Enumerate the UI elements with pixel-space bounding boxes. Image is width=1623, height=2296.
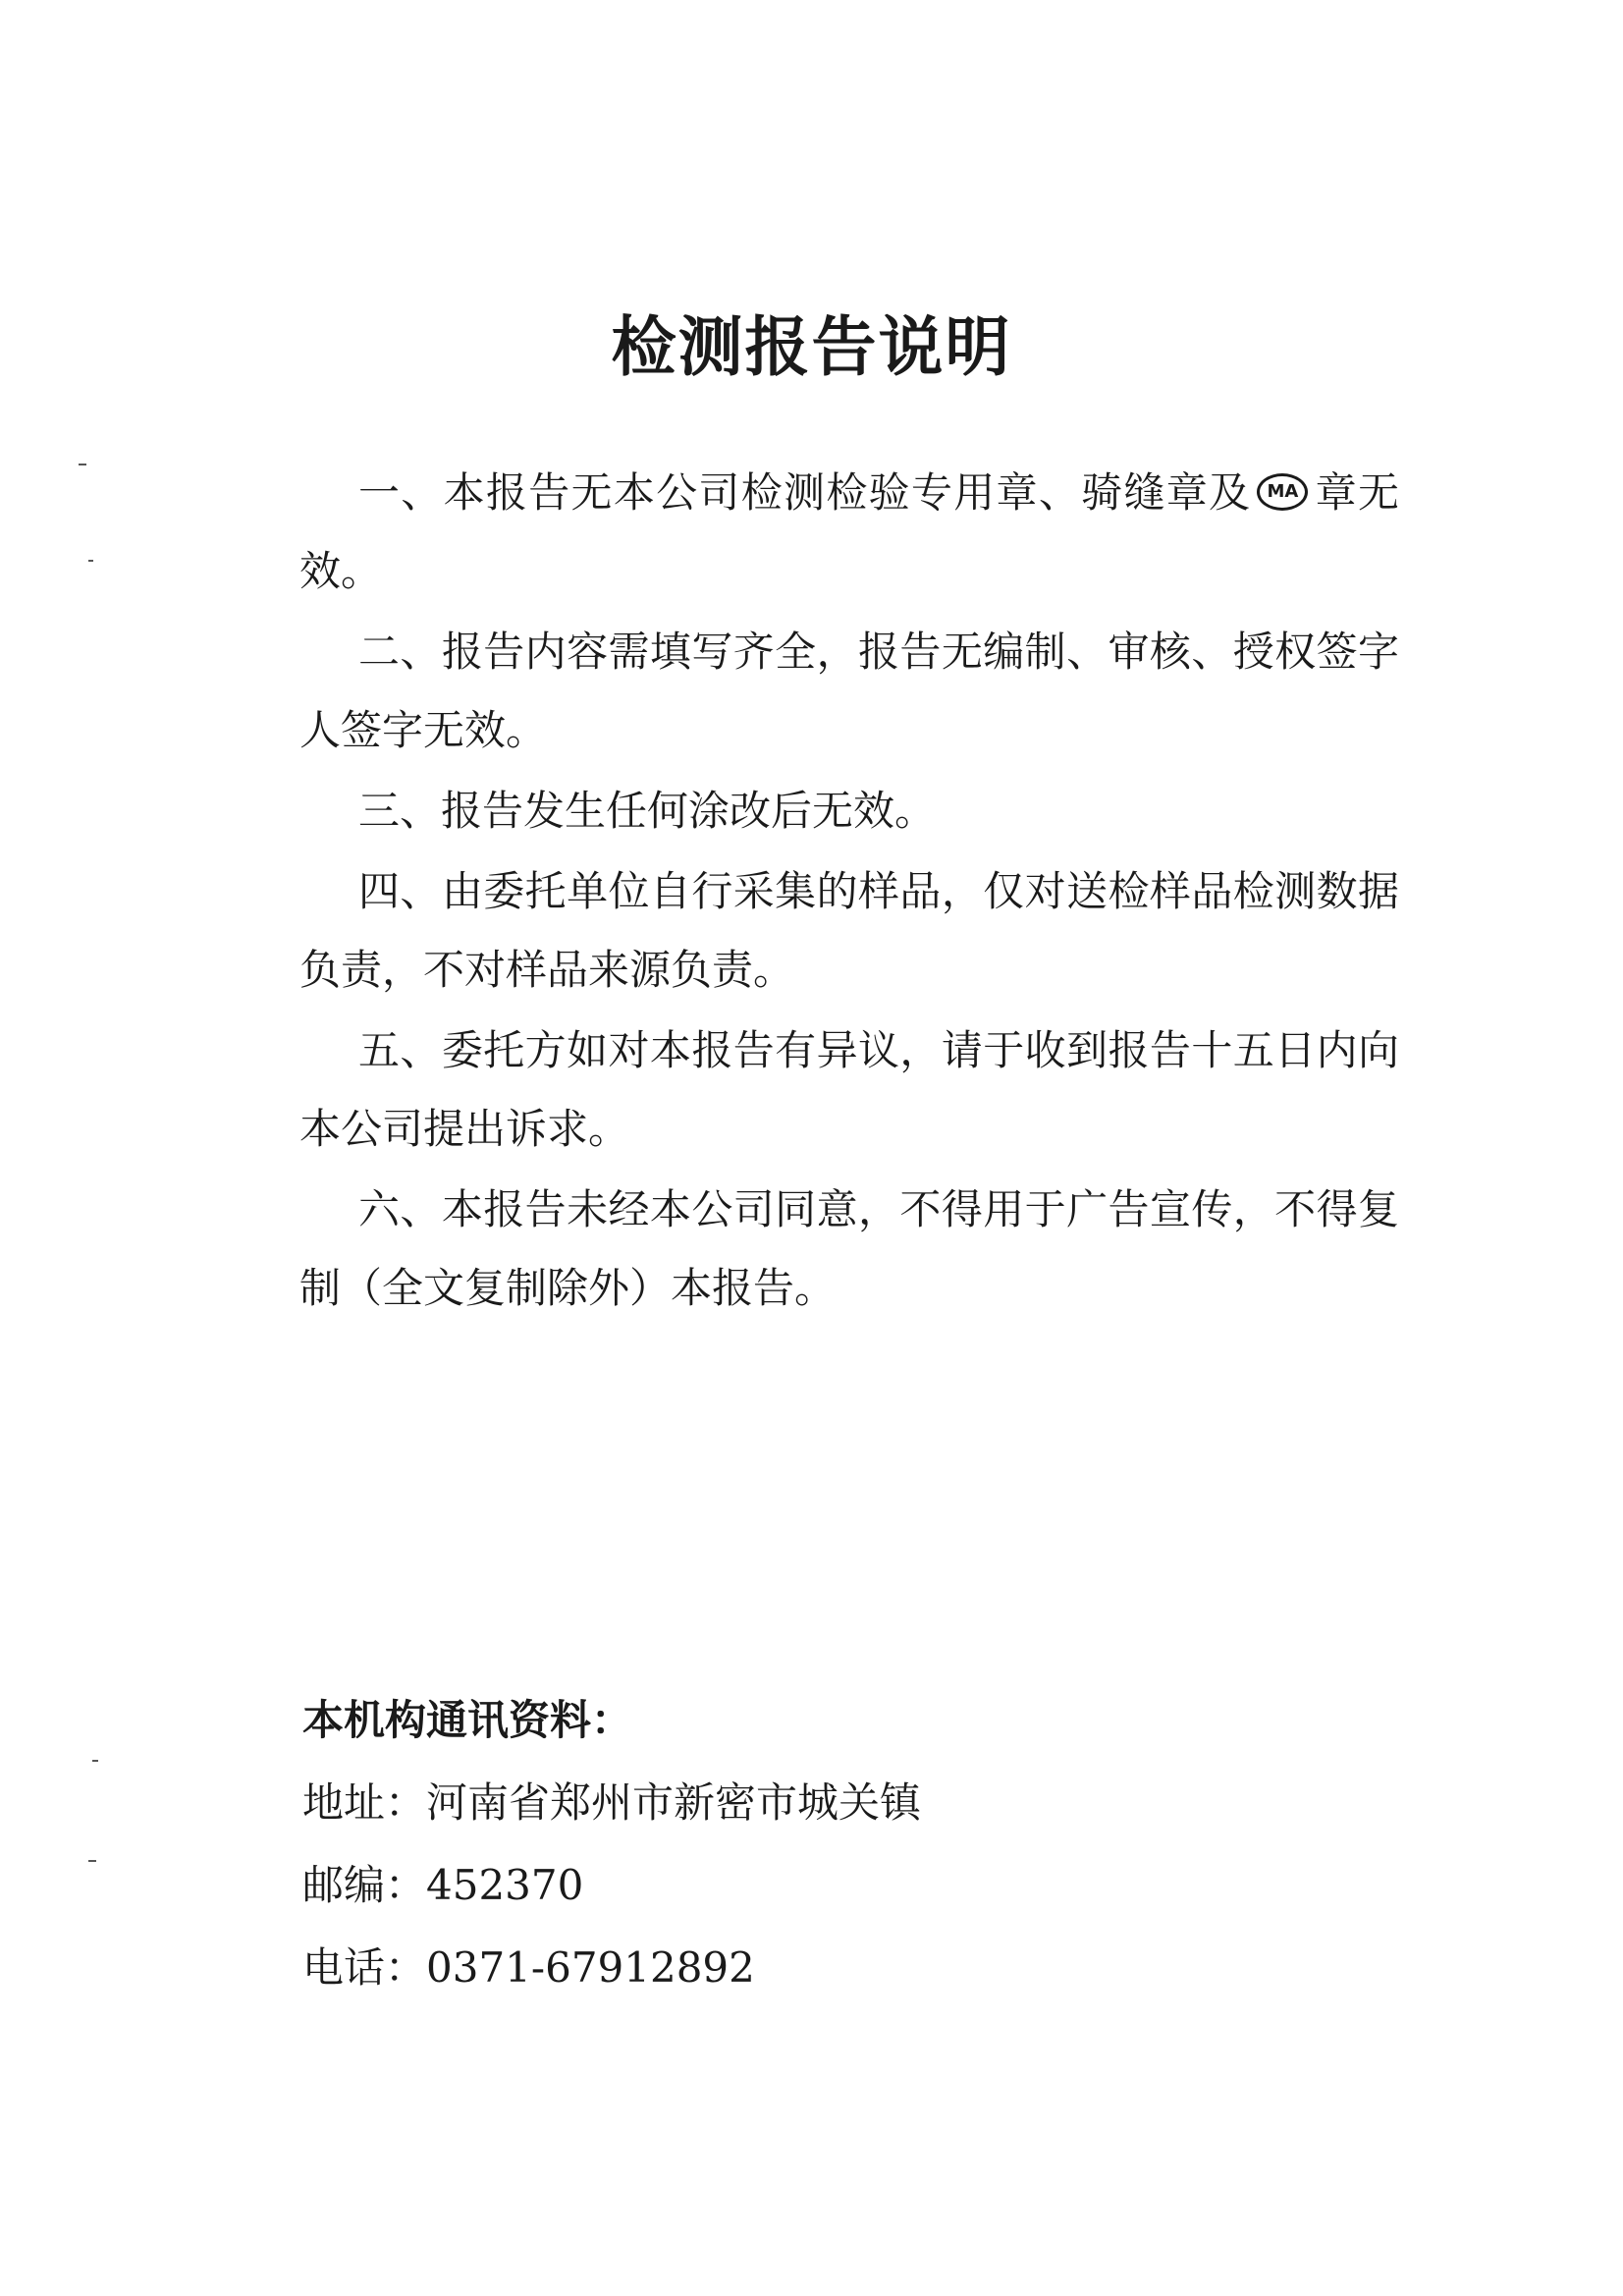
phone-label: 电话： bbox=[302, 1943, 427, 1992]
postcode-line bbox=[302, 1844, 921, 1927]
clause-6: 六、本报告未经本公司同意，不得用于广告宣传，不得复制（全文复制除外）本报告。 bbox=[299, 1185, 1399, 1312]
clause-2: 二、报告内容需填写齐全，报告无编制、审核、授权签字人签字无效。 bbox=[299, 628, 1399, 754]
cma-mark-icon: MA bbox=[1257, 473, 1308, 511]
address-label: 地址： bbox=[302, 1778, 427, 1827]
clause-1 bbox=[299, 454, 1399, 611]
postcode-label: 邮编： bbox=[302, 1861, 427, 1909]
page-title: 检测报告说明 bbox=[611, 309, 1012, 385]
contact-section bbox=[302, 1679, 921, 2009]
clause-1-text-start: 一、本报告无本公司检测检验专用章、骑缝章及 bbox=[358, 468, 1252, 517]
clause-list bbox=[299, 454, 1399, 1330]
postcode-value: 452370 bbox=[426, 1861, 584, 1909]
clause-5: 五、委托方如对本报告有异议，请于收到报告十五日内向本公司提出诉求。 bbox=[299, 1026, 1399, 1153]
scan-speck bbox=[92, 1760, 98, 1762]
contact-heading: 本机构通讯资料： bbox=[302, 1696, 633, 1744]
scan-speck bbox=[88, 560, 93, 562]
address-value: 河南省郑州市新密市城关镇 bbox=[426, 1778, 922, 1827]
phone-line bbox=[302, 1927, 921, 2009]
clause-3: 三、报告发生任何涂改后无效。 bbox=[358, 787, 937, 835]
scan-speck bbox=[79, 464, 86, 465]
scan-speck bbox=[88, 1860, 96, 1862]
clause-4: 四、由委托单位自行采集的样品，仅对送检样品检测数据负责，不对样品来源负责。 bbox=[299, 867, 1399, 994]
address-line bbox=[302, 1762, 921, 1844]
clause-1-text-end: 章无效。 bbox=[299, 468, 1399, 595]
phone-value: 0371-67912892 bbox=[426, 1943, 755, 1992]
